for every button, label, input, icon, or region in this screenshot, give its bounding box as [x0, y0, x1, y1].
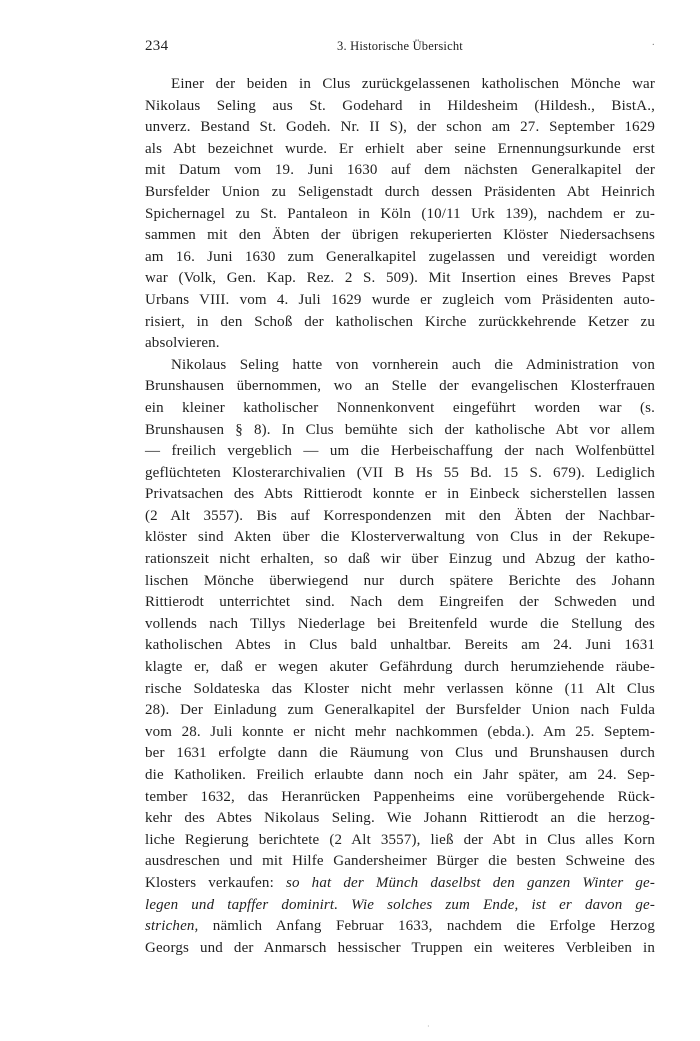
quote-segment: so hat der Münch daselbst den ganzen Winter ge- [285, 874, 655, 891]
text-line: geflüchteten Klosterarchivalien (VII B Hs 55 Bd. 15 S. 679). Lediglich [145, 464, 655, 481]
quote-line: legen und tapffer dominirt. Wie solches zum Ende, ist er davon ge- [145, 896, 655, 913]
text-line: mit Datum vom 19. Juni 1630 auf dem nächsten Generalkapitel der [145, 162, 655, 179]
text-line: Nikolaus Seling hatte von vornherein auch die Administration von [171, 356, 655, 373]
text-line: Privatsachen des Abts Rittierodt konnte er in Einbeck sicherstellen lassen [145, 486, 655, 503]
paragraph-2 [145, 355, 655, 960]
text-line: vom 28. Juli konnte er nicht mehr nachkommen (ebda.). Am 25. Septem- [145, 723, 655, 740]
text-line: Nikolaus Seling aus St. Godehard in Hildesheim (Hildesh., BistA., [145, 97, 655, 114]
text-line: unverz. Bestand St. Godeh. Nr. II S), der schon am 27. September 1629 [145, 119, 655, 136]
text-line: katholischen Abtes in Clus bald unhaltbar. Bereits am 24. Juni 1631 [145, 637, 655, 654]
text-line: lischen Mönche überwiegend nur durch spätere Berichte des Johann [145, 572, 655, 589]
text-segment: nämlich Anfang Februar 1633, nachdem die Erfolge Herzog [198, 918, 655, 935]
page-header [145, 38, 655, 60]
text-line: risiert, in den Schoß der katholischen Kirche zurückkehrende Ketzer zu [145, 313, 655, 330]
text-line: absolvieren. [145, 335, 220, 352]
text-line: Bursfelder Union zu Seligenstadt durch dessen Präsidenten Abt Heinrich [145, 183, 655, 200]
text-line: ausdreschen und mit Hilfe Gandersheimer Bürger die besten Schweine des [145, 853, 655, 870]
text-line: tember 1632, das Heranrücken Pappenheims eine vorübergehende Rück- [145, 788, 655, 805]
text-line: Rittierodt unterrichtet sind. Nach dem Eingreifen der Schweden und [145, 594, 655, 611]
text-line: Brunshausen § 8). In Clus bemühte sich der katholische Abt vor allem [145, 421, 655, 438]
text-line: kehr des Abtes Nikolaus Seling. Wie Johann Rittierodt an die herzog- [145, 810, 655, 827]
footer-mark: · [427, 1022, 430, 1031]
text-line: 28). Der Einladung zum Generalkapitel der Bursfelder Union nach Fulda [145, 702, 655, 719]
text-line-quote-end [145, 916, 655, 938]
text-line: liche Regierung berichtete (2 Alt 3557), ließ der Abt in Clus alles Korn [145, 831, 655, 848]
text-line: Einer der beiden in Clus zurückgelassenen katholischen Mönche war [171, 76, 655, 92]
text-line: Spichernagel zu St. Pantaleon in Köln (10/11 Urk 139), nachdem er zu- [145, 205, 655, 222]
page-number: 234 [145, 38, 169, 54]
text-line: als Abt bezeichnet wurde. Er erhielt aber seine Ernennungsurkunde erst [145, 140, 655, 157]
text-line: war (Volk, Gen. Kap. Rez. 2 S. 509). Mit Insertion eines Breves Papst [145, 270, 655, 287]
text-line: — freilich vergeblich — um die Herbeischaffung der nach Wolfenbüttel [145, 443, 655, 460]
header-mark: · [651, 40, 655, 51]
text-line: rische Soldateska das Kloster nicht mehr verlassen könne (11 Alt Clus [145, 680, 655, 697]
text-line: klöster sind Akten über die Klosterverwaltung von Clus in der Rekupe- [145, 529, 655, 546]
running-head: 3. Historische Übersicht [337, 39, 463, 53]
text-line-quote-start [145, 873, 655, 895]
text-line: Brunshausen übernommen, wo an Stelle der evangelischen Klosterfrauen [145, 378, 655, 395]
text-line: Urbans VIII. vom 4. Juli 1629 wurde er zugleich vom Präsidenten auto- [145, 291, 655, 308]
text-line: ein kleiner katholischer Nonnenkonvent eingeführt worden war (s. [145, 399, 655, 416]
text-line: sammen mit den Äbten der übrigen rekuperierten Klöster Niedersachsens [145, 227, 655, 244]
paragraph-1 [145, 74, 655, 355]
text-line: ber 1631 erfolgte dann die Räumung von Clus und Brunshausen durch [145, 745, 655, 762]
text-segment: Klosters verkaufen: [145, 874, 286, 891]
text-line: vollends nach Tillys Niederlage bei Breitenfeld wurde die Stellung des [145, 615, 655, 632]
body-text [145, 74, 655, 959]
text-line: am 16. Juni 1630 zum Generalkapitel zugelassen und vereidigt worden [145, 248, 655, 265]
text-line: klagte er, daß er wegen akuter Gefährdung durch herumziehende räube- [145, 659, 655, 676]
quote-segment: strichen, [145, 918, 199, 935]
text-line: (2 Alt 3557). Bis auf Korrespondenzen mit den Äbten der Nachbar- [145, 507, 655, 524]
text-line: die Katholiken. Freilich erlaubte dann noch ein Jahr später, am 24. Sep- [145, 767, 655, 783]
text-line: Georgs und der Anmarsch hessischer Truppen ein weiteres Verbleiben in [145, 939, 655, 956]
text-line: rationszeit nicht erhalten, so daß wir über Einzug und Abzug der katho- [145, 551, 655, 568]
